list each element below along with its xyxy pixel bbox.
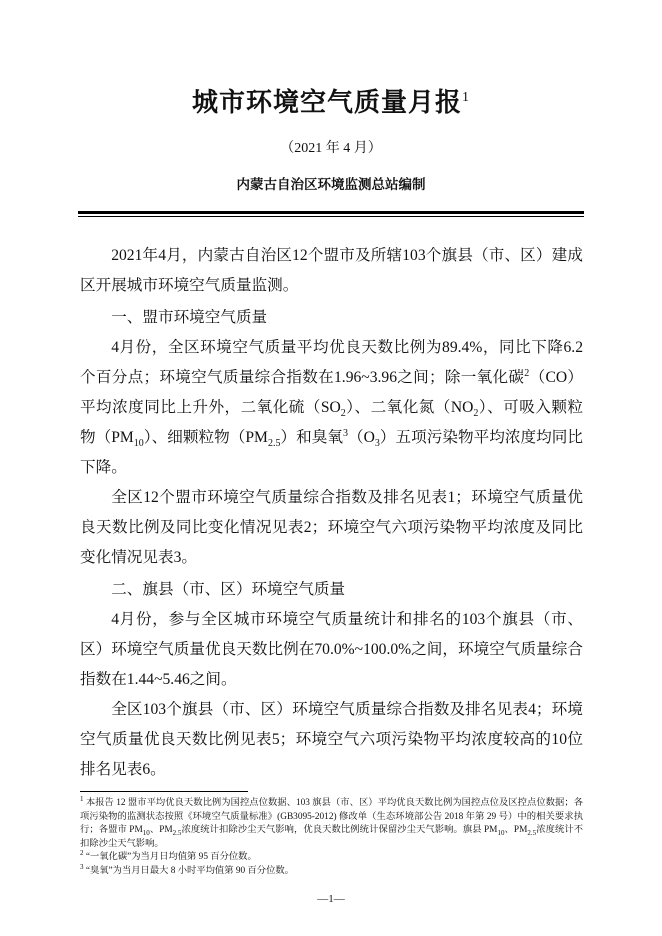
page-title	[0, 86, 662, 120]
compiler: 内蒙古自治区环境监测总站编制	[236, 177, 426, 193]
report-date: （2021 年 4 月）	[280, 141, 382, 156]
footnote-3	[80, 862, 583, 879]
subscript: 2.5	[267, 438, 281, 450]
section1-paragraph-2: 全区12个盟市环境空气质量综合指数及排名见表1；环境空气质量优良天数比例及同比变化情况见表2；环境空气六项污染物平均浓度及同比变化情况见表3。	[80, 489, 583, 566]
text: 本报告 12 盟市平均优良天数比例为国控点位数据、103 旗县（市、区）平均优良天数比例为国控点位及区控点位数据；各项污染物的监测状态按照《环境空气质量标准》(GB3095-2012) 修改单（生态环境部公告 2018 年第 29 号）中的相关要求执行；各盟市 PM	[80, 798, 583, 836]
divider-thick	[78, 211, 584, 214]
text: 浓度统计扣除沙尘天气影响，优良天数比例统计保留沙尘天气影响。旗县 PM	[181, 825, 498, 836]
subscript: 2.5	[527, 829, 537, 838]
subscript: 3	[374, 438, 380, 450]
text: “一氧化碳”为当月日均值第 95 百分位数。	[83, 852, 257, 863]
footnote-ref-2: 2	[524, 367, 530, 379]
subscript: 10	[497, 829, 505, 838]
text: ）五项污染物平均浓度均同比下降。	[80, 429, 583, 476]
subscript: 2.5	[172, 829, 182, 838]
footnote-ref-3: 3	[342, 427, 348, 439]
text: 浓度统计不扣除沙尘天气影响。	[80, 825, 584, 849]
divider-thin	[78, 216, 584, 217]
footnote-number: 3	[80, 862, 84, 871]
footnote-number: 2	[80, 849, 84, 858]
intro-paragraph: 2021年4月，内蒙古自治区12个盟市及所辖103个旗县（市、区）建成区开展城市环境空气质量监测。	[80, 247, 583, 294]
footnote-divider	[80, 791, 248, 792]
section2-paragraph-2: 全区103个旗县（市、区）环境空气质量综合指数及排名见表4；环境空气质量优良天数比例见表5；环境空气六项污染物平均浓度较高的10位排名见表6。	[80, 701, 583, 778]
footnote-2	[80, 851, 583, 865]
text: “臭氧”为当月日最大 8 小时平均值第 90 百分位数。	[83, 865, 294, 876]
subscript: 2	[340, 408, 346, 420]
subscript: 10	[133, 438, 144, 450]
footnote-number: 1	[80, 794, 84, 803]
footnote-ref-1: 1	[462, 90, 470, 105]
subscript: 10	[142, 829, 150, 838]
text: （O	[347, 429, 375, 446]
footnote-1	[80, 794, 584, 851]
body-text	[80, 241, 583, 785]
section2-paragraph-1: 4月份，参与全区城市环境空气质量统计和排名的103个旗县（市、区）环境空气质量优良天数比例在70.0%~100.0%之间，环境空气质量综合指数在1.44~5.46之间。	[80, 611, 583, 688]
text: 、PM	[149, 825, 173, 836]
section1-paragraph-1	[80, 333, 583, 483]
page-number: —1—	[317, 892, 345, 905]
text: ）和臭氧	[280, 429, 343, 446]
subscript: 2	[473, 408, 479, 420]
section-heading-2: 二、旗县（市、区）环境空气质量	[111, 581, 346, 598]
section-heading-1: 一、盟市环境空气质量	[111, 309, 268, 326]
text: （CO）平均浓度同比上升外，二氧化硫（SO	[80, 369, 583, 416]
title-text: 城市环境空气质量月报	[191, 88, 462, 118]
text: ）、二氧化氮（NO	[345, 399, 474, 416]
footnotes	[80, 794, 584, 879]
text: 、PM	[504, 825, 528, 836]
text: 4月份，全区环境空气质量平均优良天数比例为89.4%，同比下降6.2个百分点；环境空气质量综合指数在1.96~3.96之间；除一氧化碳	[80, 339, 583, 386]
text: ）、可吸入颗粒物（PM	[80, 399, 583, 446]
text: ）、细颗粒物（PM	[143, 429, 268, 446]
